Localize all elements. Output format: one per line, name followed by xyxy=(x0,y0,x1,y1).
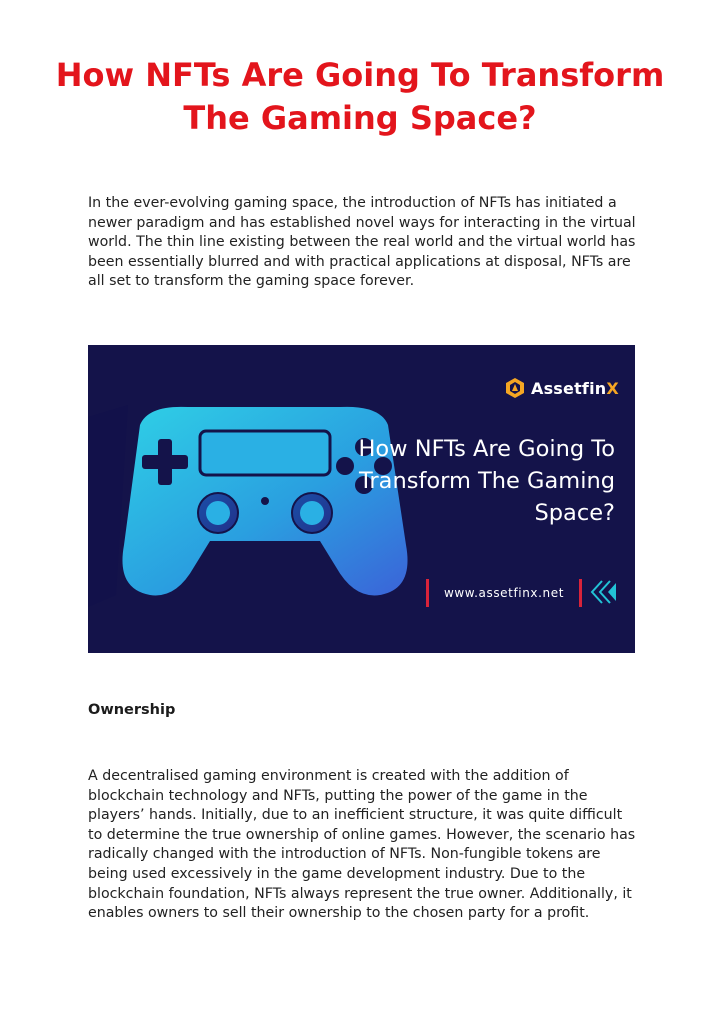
intro-paragraph: In the ever-evolving gaming space, the introduction of NFTs has initiated a newer paradigm and has established novel ways for interacting in the virtual world. The thin line existing between the real world and the virtual world has been essentially blurred and with practical applications at disposal, NFTs are all set to transform the gaming space forever. xyxy=(88,195,636,290)
brand-name-accent: X xyxy=(606,378,619,398)
chevron-arrows-icon xyxy=(588,577,616,607)
article-banner-image xyxy=(88,345,635,653)
brand-logo xyxy=(504,375,619,401)
banner-title: How NFTs Are Going To Transform The Gaming Space? xyxy=(358,436,615,526)
brand-name-main: Assetfin xyxy=(531,378,607,398)
website-url-box xyxy=(426,579,582,607)
page-title: How NFTs Are Going To Transform The Gaming Space? xyxy=(55,56,665,137)
section-paragraph: A decentralised gaming environment is created with the addition of blockchain technology and NFTs, putting the power of the game in the players’ hands. Initially, due to an inefficient structure, it was quite difficult to determine the true ownership of online games. However, the scenario has radically changed with the introduction of NFTs. Non-fungible tokens are being used excessively in the game development industry. Due to the blockchain foundation, NFTs always represent the true owner. Additionally, it enables owners to sell their ownership to the chosen party for a profit. xyxy=(88,768,636,922)
section-heading: Ownership xyxy=(88,702,176,718)
assetfinx-logo-icon xyxy=(504,377,526,399)
brand-name xyxy=(531,379,619,398)
website-url: www.assetfinx.net xyxy=(443,586,565,600)
